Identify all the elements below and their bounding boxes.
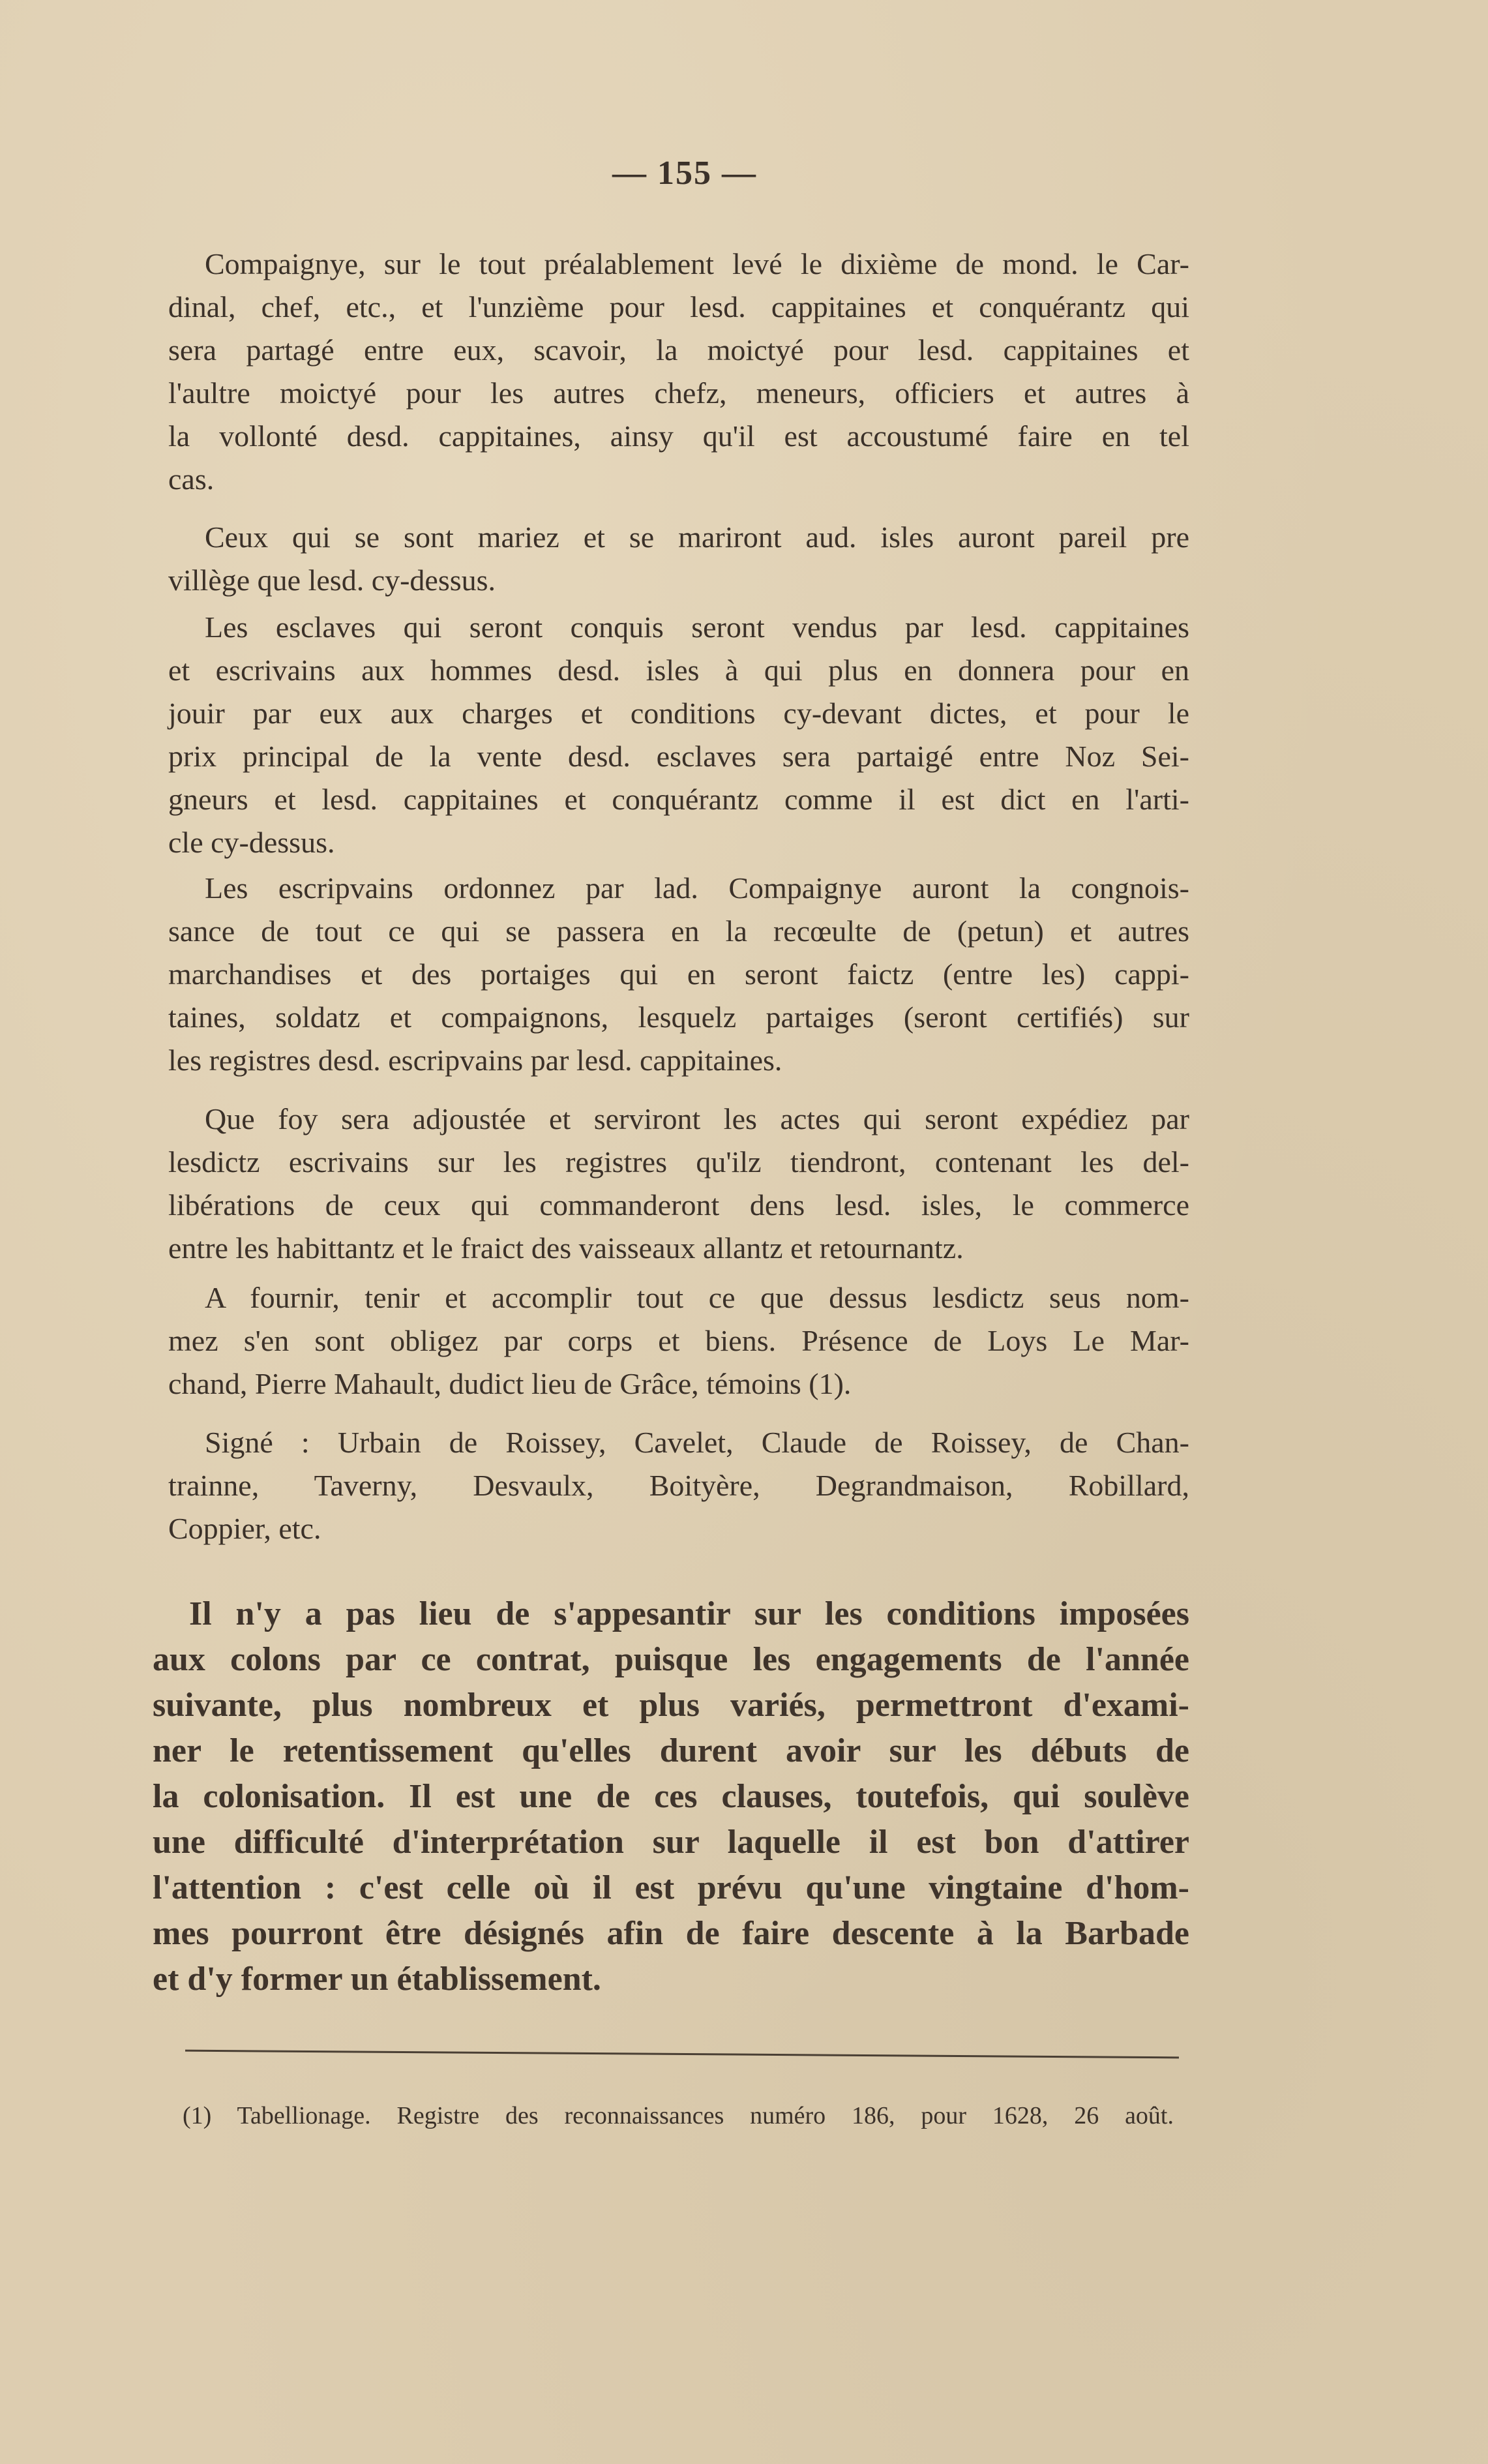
- text-line: A fournir, tenir et accomplir tout ce que dessus lesdictz seus nom-: [205, 1281, 1189, 1314]
- text-line: aux colons par ce contrat, puisque les engagements de l'année: [153, 1641, 1189, 1678]
- text-line: Les esclaves qui seront conquis seront vendus par lesd. cappitaines: [205, 610, 1189, 644]
- footnote: (1) Tabellionage. Registre des reconnaissances numéro 186, pour 1628, 26 août.: [183, 2102, 1174, 2129]
- text-line: mez s'en sont obligez par corps et biens. Présence de Loys Le Mar-: [168, 1324, 1189, 1357]
- text-line: la vollonté desd. cappitaines, ainsy qu'il est accoustumé faire en tel: [168, 419, 1189, 453]
- text-line: Coppier, etc.: [168, 1512, 321, 1545]
- text-line: gneurs et lesd. cappitaines et conquérantz comme il est dict en l'arti-: [168, 783, 1189, 816]
- text-line: dinal, chef, etc., et l'unzième pour lesd. cappitaines et conquérantz qui: [168, 290, 1189, 323]
- page-number: — 155 —: [612, 155, 757, 192]
- text-line: marchandises et des portaiges qui en seront faictz (entre les) cappi-: [168, 957, 1189, 991]
- text-line: ner le retentissement qu'elles durent avoir sur les débuts de: [153, 1732, 1189, 1769]
- text-line: Les escripvains ordonnez par lad. Compaignye auront la congnois-: [205, 871, 1189, 905]
- footnote-divider: [185, 2050, 1179, 2059]
- quoted-paragraph: [168, 867, 1189, 1082]
- text-line: jouir par eux aux charges et conditions cy-devant dictes, et pour le: [168, 697, 1189, 730]
- text-line: prix principal de la vente desd. esclaves sera partaigé entre Noz Sei-: [168, 740, 1189, 773]
- quoted-paragraph: [168, 243, 1189, 501]
- text-line: trainne, Taverny, Desvaulx, Boityère, Degrandmaison, Robillard,: [168, 1469, 1189, 1502]
- text-line: cas.: [168, 462, 215, 496]
- text-line: sera partagé entre eux, scavoir, la moictyé pour lesd. cappitaines et: [168, 333, 1189, 367]
- text-line: les registres desd. escripvains par lesd. cappitaines.: [168, 1044, 782, 1077]
- text-line: et d'y former un établissement.: [153, 1961, 601, 1998]
- text-line: sance de tout ce qui se passera en la recœulte de (petun) et autres: [168, 914, 1189, 948]
- text-line: une difficulté d'interprétation sur laquelle il est bon d'attirer: [153, 1824, 1189, 1861]
- text-line: chand, Pierre Mahault, dudict lieu de Grâce, témoins (1).: [168, 1367, 852, 1400]
- quoted-paragraph: [168, 1098, 1189, 1270]
- text-line: Compaignye, sur le tout préalablement levé le dixième de mond. le Car-: [205, 247, 1189, 280]
- text-line: cle cy-dessus.: [168, 826, 335, 859]
- text-line: l'attention : c'est celle où il est prévu qu'une vingtaine d'hom-: [153, 1869, 1189, 1906]
- text-line: lesdictz escrivains sur les registres qu'ilz tiendront, contenant les del-: [168, 1145, 1189, 1179]
- text-line: Ceux qui se sont mariez et se mariront aud. isles auront pareil pre: [205, 520, 1189, 554]
- text-line: mes pourront être désignés afin de faire descente à la Barbade: [153, 1915, 1189, 1952]
- text-line: libérations de ceux qui commanderont dens lesd. isles, le commerce: [168, 1188, 1189, 1222]
- text-line: Il n'y a pas lieu de s'appesantir sur les conditions imposées: [189, 1595, 1189, 1632]
- text-line: la colonisation. Il est une de ces clauses, toutefois, qui soulève: [153, 1778, 1189, 1815]
- text-line: Que foy sera adjoustée et serviront les actes qui seront expédiez par: [205, 1102, 1189, 1135]
- text-line: suivante, plus nombreux et plus variés, permettront d'exami-: [153, 1687, 1189, 1724]
- quoted-paragraph: [168, 1421, 1189, 1550]
- body-paragraph: [153, 1591, 1189, 2002]
- text-line: villège que lesd. cy-dessus.: [168, 563, 496, 597]
- text-line: l'aultre moictyé pour les autres chefz, meneurs, officiers et autres à: [168, 376, 1189, 410]
- text-line: et escrivains aux hommes desd. isles à qui plus en donnera pour en: [168, 654, 1189, 687]
- quoted-paragraph: [168, 606, 1189, 864]
- text-line: taines, soldatz et compaignons, lesquelz partaiges (seront certifiés) sur: [168, 1000, 1189, 1034]
- quoted-paragraph: [168, 516, 1189, 602]
- text-line: entre les habittantz et le fraict des vaisseaux allantz et retournantz.: [168, 1231, 964, 1265]
- quoted-paragraph: [168, 1276, 1189, 1405]
- text-line: Signé : Urbain de Roissey, Cavelet, Claude de Roissey, de Chan-: [205, 1426, 1189, 1459]
